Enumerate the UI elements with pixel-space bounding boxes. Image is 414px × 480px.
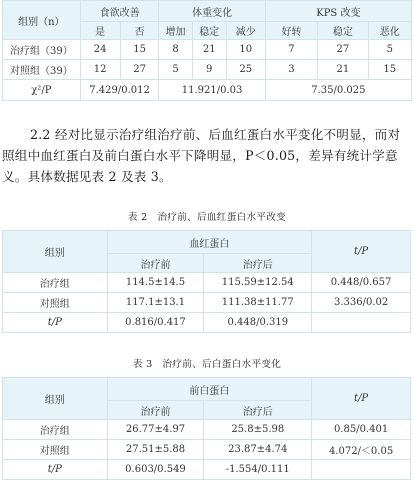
cell: 25.8±5.98 [204,420,312,440]
table-row [3,420,411,440]
group-header: 组别（n） [3,1,81,40]
tp-header: t/P [312,378,411,420]
subheader: 恶化 [368,22,411,40]
weight-header: 体重变化 [159,1,265,22]
cell: 5 [368,40,411,60]
table-row [3,440,411,460]
row-label: 治疗组 [3,420,108,440]
subheader: 稳定 [192,22,226,40]
stat-label: χ²/P [3,80,81,101]
outcome-table [2,0,412,101]
cell: 0.448/0.657 [312,273,411,293]
cell: 27 [318,40,368,60]
cell [312,460,411,480]
subheader: 减少 [226,22,265,40]
row-label: 对照组 [3,440,108,460]
subheader: 否 [120,22,159,40]
cell: 117.1±13.1 [107,293,204,313]
row-label: 对照组 [3,293,108,313]
cell: 0.448/0.319 [204,313,312,333]
cell: 26.77±4.97 [107,420,204,440]
subheader: 增加 [159,22,192,40]
cell: 12 [80,60,120,80]
cell: 3 [265,60,318,80]
body-paragraph: 2.2 经对比显示治疗组治疗前、后血红蛋白水平变化不明显，而对照组中血红蛋白及前白蛋白水平下降明显，P＜0.05，差异有统计学意义。具体数据见表 2 及表 3。 [2,127,401,184]
measure-header: 血红蛋白 [107,231,312,254]
cell: 115.59±12.54 [204,273,312,293]
cell: 23.87±4.74 [204,440,312,460]
cell: 24 [80,40,120,60]
table-row [3,60,412,80]
table-row [3,460,411,480]
hemoglobin-table [2,230,411,333]
row-label: t/P [3,460,108,480]
row-label: t/P [3,313,108,333]
cell: 111.38±11.77 [204,293,312,313]
subheader: 是 [80,22,120,40]
cell [312,313,411,333]
subheader: 稳定 [318,22,368,40]
cell: 21 [192,40,226,60]
prealbumin-table [2,377,411,480]
table-row [3,80,412,101]
cell: -1.554/0.111 [204,460,312,480]
after-header: 治疗后 [204,401,312,420]
cell: 4.072/＜0.05 [312,440,411,460]
measure-header: 前白蛋白 [107,378,312,401]
group-header: 组别 [3,378,108,420]
cell: 27 [120,60,159,80]
kps-header: KPS 改变 [265,1,411,22]
row-label: 治疗组 [3,273,108,293]
cell: 5 [159,60,192,80]
subheader: 好转 [265,22,318,40]
cell: 27.51±5.88 [107,440,204,460]
cell: 25 [226,60,265,80]
row-label: 对照组（39） [3,60,81,80]
group-header: 组别 [3,231,108,273]
row-label: 治疗组（39） [3,40,81,60]
cell: 15 [120,40,159,60]
cell: 0.603/0.549 [107,460,204,480]
table-row [3,313,411,333]
cell: 9 [192,60,226,80]
after-header: 治疗后 [204,254,312,273]
cell: 0.85/0.401 [312,420,411,440]
table-caption: 表 2 治疗前、后血红蛋白水平改变 [127,212,287,223]
cell: 0.816/0.417 [107,313,204,333]
table-row [3,293,411,313]
table-row [3,273,411,293]
cell: 10 [226,40,265,60]
stat-value: 11.921/0.03 [159,80,265,101]
cell: 7 [265,40,318,60]
tp-header: t/P [312,231,411,273]
cell: 114.5±14.5 [107,273,204,293]
cell: 3.336/0.02 [312,293,411,313]
appetite-header: 食欲改善 [80,1,159,22]
cell: 8 [159,40,192,60]
stat-value: 7.429/0.012 [80,80,159,101]
before-header: 治疗前 [107,401,204,420]
table-caption: 表 3 治疗前、后白蛋白水平变化 [132,359,282,370]
cell: 21 [318,60,368,80]
table-row [3,40,412,60]
stat-value: 7.35/0.025 [265,80,411,101]
cell: 15 [368,60,411,80]
before-header: 治疗前 [107,254,204,273]
